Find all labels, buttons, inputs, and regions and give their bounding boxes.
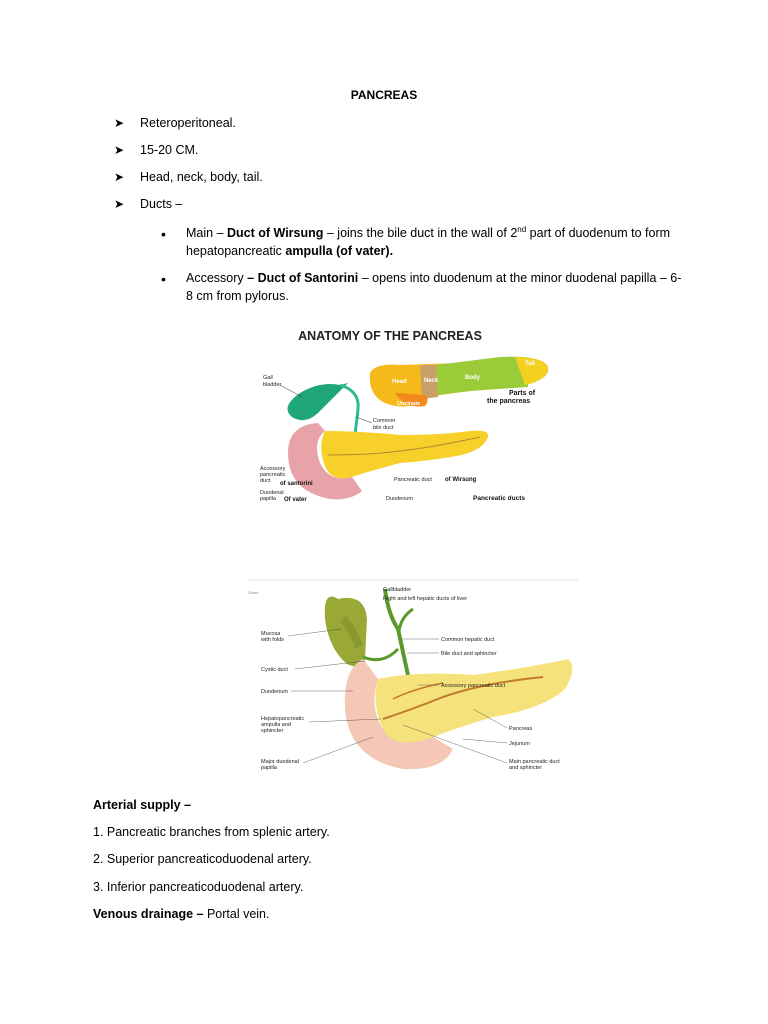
svg-text:of santorini: of santorini — [280, 481, 313, 487]
svg-text:Tail: Tail — [525, 361, 535, 367]
arterial-item: 2. Superior pancreaticoduodenal artery. — [93, 852, 312, 866]
svg-text:Neck: Neck — [424, 378, 439, 384]
accessory-duct-text: Accessory – Duct of Santorini – opens into duodenum at the minor duodenal papilla – 6-8 cm from pylorus. — [186, 271, 682, 303]
svg-text:Of vater: Of vater — [284, 497, 307, 503]
svg-text:Duodenum: Duodenum — [386, 496, 413, 502]
svg-text:Parts of: Parts of — [509, 390, 536, 397]
svg-text:duct: duct — [260, 478, 271, 484]
arrow-bullet-icon: ➤ — [114, 197, 125, 211]
svg-text:of Wirsung: of Wirsung — [445, 477, 477, 483]
dot-bullet-icon: • — [161, 226, 166, 242]
pancreas-anatomy-figure — [200, 313, 580, 516]
svg-text:Major duodenal: Major duodenal — [261, 759, 299, 765]
svg-text:Accessory pancreatic duct: Accessory pancreatic duct — [441, 683, 506, 689]
svg-text:ampulla and: ampulla and — [261, 722, 291, 728]
arrow-bullet-icon: ➤ — [114, 116, 125, 130]
svg-text:Main pancreatic duct: Main pancreatic duct — [509, 759, 560, 765]
biliary-pancreatic-ducts-figure — [243, 579, 633, 779]
page-title: PANCREAS — [350, 88, 418, 102]
svg-text:Accessory: Accessory — [260, 466, 286, 472]
svg-text:Pancreatic ducts: Pancreatic ducts — [473, 495, 526, 502]
svg-text:papilla: papilla — [260, 496, 276, 502]
figure-title: ANATOMY OF THE PANCREAS — [298, 329, 482, 343]
svg-text:Duodenum: Duodenum — [261, 689, 288, 695]
svg-text:Cystic duct: Cystic duct — [261, 667, 288, 673]
venous-drainage: Venous drainage – Portal vein. — [93, 907, 270, 921]
dot-bullet-icon: • — [161, 271, 166, 287]
bullet-item: 15-20 CM. — [140, 143, 199, 157]
bullet-item: Reteroperitoneal. — [140, 116, 236, 130]
bullet-item: Ducts – — [140, 197, 183, 211]
svg-text:papilla: papilla — [261, 765, 277, 771]
arrow-bullet-icon: ➤ — [114, 170, 125, 184]
svg-text:with folds: with folds — [261, 637, 284, 643]
svg-text:Duodenal: Duodenal — [260, 490, 284, 496]
svg-text:Common: Common — [373, 418, 396, 424]
arterial-item: 1. Pancreatic branches from splenic artery. — [93, 825, 330, 839]
svg-text:Body: Body — [465, 375, 480, 381]
svg-text:Pancreatic duct: Pancreatic duct — [394, 477, 432, 483]
svg-text:Gallbladder: Gallbladder — [383, 587, 412, 593]
svg-text:Hepatopancreatic: Hepatopancreatic — [261, 716, 305, 722]
bullet-item: Head, neck, body, tail. — [140, 170, 263, 184]
svg-text:and sphincter: and sphincter — [509, 765, 543, 771]
svg-text:Common hepatic duct: Common hepatic duct — [441, 637, 495, 643]
svg-text:Bile duct and sphincter: Bile duct and sphincter — [441, 651, 497, 657]
svg-text:bile duct: bile duct — [373, 425, 394, 431]
svg-text:sphincter: sphincter — [261, 728, 284, 734]
main-duct-text: Main – Duct of Wirsung – joins the bile duct in the wall of 2nd part of duodenum to form hepatopancreatic ampulla (of vater). — [186, 224, 671, 258]
svg-text:Right and left hepatic ducts o: Right and left hepatic ducts of liver — [383, 596, 468, 602]
svg-text:Pancreas: Pancreas — [509, 726, 533, 732]
svg-text:bladder: bladder — [263, 382, 282, 388]
svg-text:Head: Head — [392, 379, 407, 385]
svg-text:Gives: Gives — [248, 590, 259, 595]
svg-text:Mucosa: Mucosa — [261, 631, 281, 637]
svg-text:Jejunum: Jejunum — [509, 741, 530, 747]
svg-text:pancreatic: pancreatic — [260, 472, 286, 478]
svg-text:Uncinate: Uncinate — [397, 401, 421, 407]
arterial-item: 3. Inferior pancreaticoduodenal artery. — [93, 880, 304, 894]
arrow-bullet-icon: ➤ — [114, 143, 125, 157]
svg-text:Gall: Gall — [263, 375, 273, 381]
arterial-heading: Arterial supply – — [93, 798, 191, 812]
svg-text:the pancreas: the pancreas — [487, 398, 531, 405]
